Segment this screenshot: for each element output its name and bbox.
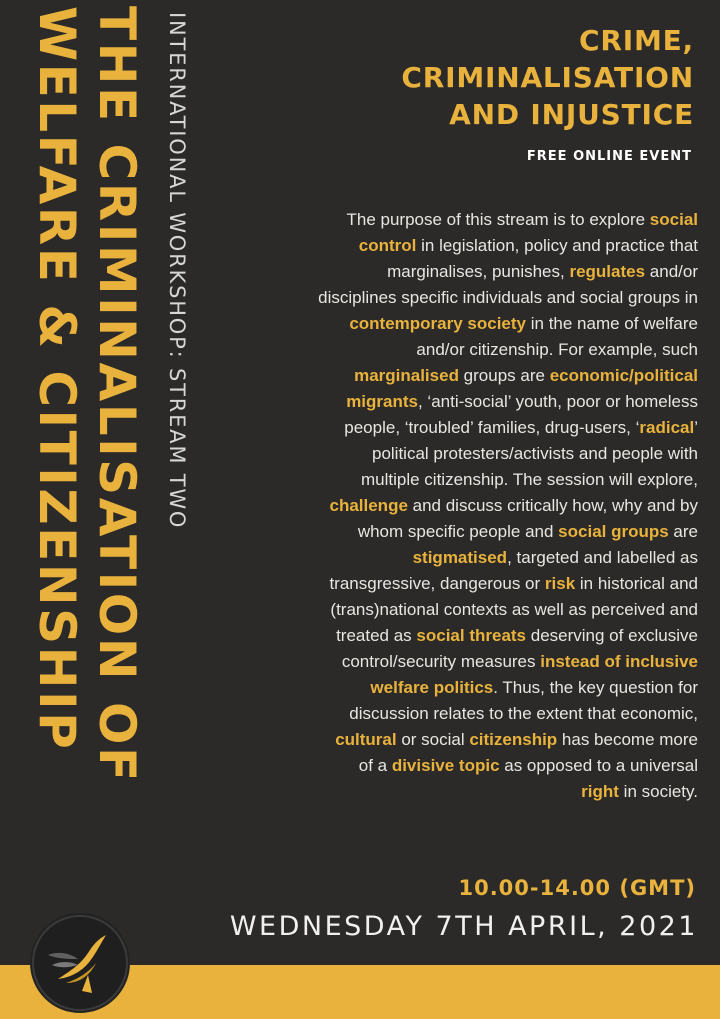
- description-text: groups are: [458, 366, 550, 385]
- heading-line-3: AND INJUSTICE: [449, 98, 694, 131]
- description-text: and/or: [645, 262, 698, 281]
- highlighted-term: cultural: [335, 730, 397, 749]
- description-text: discussion relates to the extent that economic,: [349, 704, 698, 723]
- description-text: people, ‘troubled’ families, drug-users, ‘: [344, 418, 640, 437]
- description-text: has become more: [557, 730, 698, 749]
- description-text: as opposed to a universal: [499, 756, 698, 775]
- highlighted-term: divisive topic: [391, 756, 500, 775]
- stream-heading: [401, 22, 694, 133]
- description-text: . Thus, the key question for: [493, 678, 698, 697]
- description-line: [258, 337, 698, 363]
- description-line: [258, 493, 698, 519]
- description-text: disciplines specific individuals and social groups in: [318, 288, 698, 307]
- highlighted-term: right: [581, 782, 619, 801]
- description-line: [258, 207, 698, 233]
- highlighted-term: citizenship: [469, 730, 558, 749]
- heading-line-2: CRIMINALISATION: [401, 61, 694, 94]
- highlighted-term: marginalised: [354, 366, 459, 385]
- description-line: [258, 623, 698, 649]
- golden-bird-logo-icon: [30, 913, 130, 1013]
- description-text: in the name of welfare: [526, 314, 698, 333]
- stream-description: [258, 207, 698, 805]
- description-text: treated as: [336, 626, 417, 645]
- description-text: in historical and: [575, 574, 698, 593]
- highlighted-term: risk: [544, 574, 576, 593]
- description-line: [258, 675, 698, 701]
- highlighted-term: economic/political: [549, 366, 698, 385]
- highlighted-term: control: [358, 236, 417, 255]
- description-text: marginalises, punishes,: [387, 262, 570, 281]
- title-line-1: THE CRIMINALISATION OF: [88, 6, 146, 784]
- description-text: transgressive, dangerous or: [329, 574, 545, 593]
- highlighted-term: contemporary society: [349, 314, 527, 333]
- highlighted-term: stigmatised: [412, 548, 508, 567]
- description-text: ’: [694, 418, 698, 437]
- event-date: WEDNESDAY 7TH APRIL, 2021: [229, 911, 698, 942]
- description-text: multiple citizenship. The session will explore,: [360, 470, 698, 489]
- description-line: [258, 779, 698, 805]
- description-line: [258, 259, 698, 285]
- event-time: 10.00-14.00 (GMT): [458, 876, 696, 900]
- description-text: political protesters/activists and people with: [372, 444, 698, 463]
- highlighted-term: regulates: [569, 262, 646, 281]
- description-line: [258, 467, 698, 493]
- description-line: [258, 415, 698, 441]
- description-line: [258, 727, 698, 753]
- description-text: of a: [358, 756, 392, 775]
- description-text: control/security measures: [341, 652, 541, 671]
- workshop-stream-label: INTERNATIONAL WORKSHOP: STREAM TWO: [165, 12, 189, 530]
- description-text: The purpose of this stream is to explore: [346, 210, 650, 229]
- highlighted-term: radical: [639, 418, 695, 437]
- description-text: and/or citizenship. For example, such: [416, 340, 698, 359]
- description-line: [258, 571, 698, 597]
- highlighted-term: instead of inclusive: [540, 652, 698, 671]
- heading-line-1: CRIME,: [579, 24, 694, 57]
- free-online-event-label: FREE ONLINE EVENT: [526, 149, 692, 164]
- description-text: in legislation, policy and practice that: [416, 236, 698, 255]
- description-text: , ‘anti-social’ youth, poor or homeless: [417, 392, 698, 411]
- description-text: (trans)national contexts as well as perceived and: [330, 600, 698, 619]
- description-text: are: [668, 522, 698, 541]
- description-line: [258, 753, 698, 779]
- highlighted-term: social groups: [558, 522, 669, 541]
- description-line: [258, 519, 698, 545]
- description-text: and discuss critically how, why and by: [407, 496, 698, 515]
- highlighted-term: welfare politics: [370, 678, 494, 697]
- description-line: [258, 441, 698, 467]
- highlighted-term: challenge: [329, 496, 408, 515]
- description-text: or social: [396, 730, 470, 749]
- description-line: [258, 363, 698, 389]
- description-line: [258, 597, 698, 623]
- highlighted-term: social threats: [416, 626, 527, 645]
- description-line: [258, 545, 698, 571]
- description-line: [258, 701, 698, 727]
- description-text: in society.: [618, 782, 698, 801]
- description-line: [258, 233, 698, 259]
- description-line: [258, 311, 698, 337]
- highlighted-term: social: [649, 210, 698, 229]
- description-line: [258, 285, 698, 311]
- highlighted-term: migrants: [346, 392, 418, 411]
- title-line-2: WELFARE & CITIZENSHIP: [28, 6, 86, 752]
- description-line: [258, 389, 698, 415]
- description-text: deserving of exclusive: [526, 626, 698, 645]
- description-line: [258, 649, 698, 675]
- description-text: , targeted and labelled as: [507, 548, 698, 567]
- description-text: whom specific people and: [357, 522, 559, 541]
